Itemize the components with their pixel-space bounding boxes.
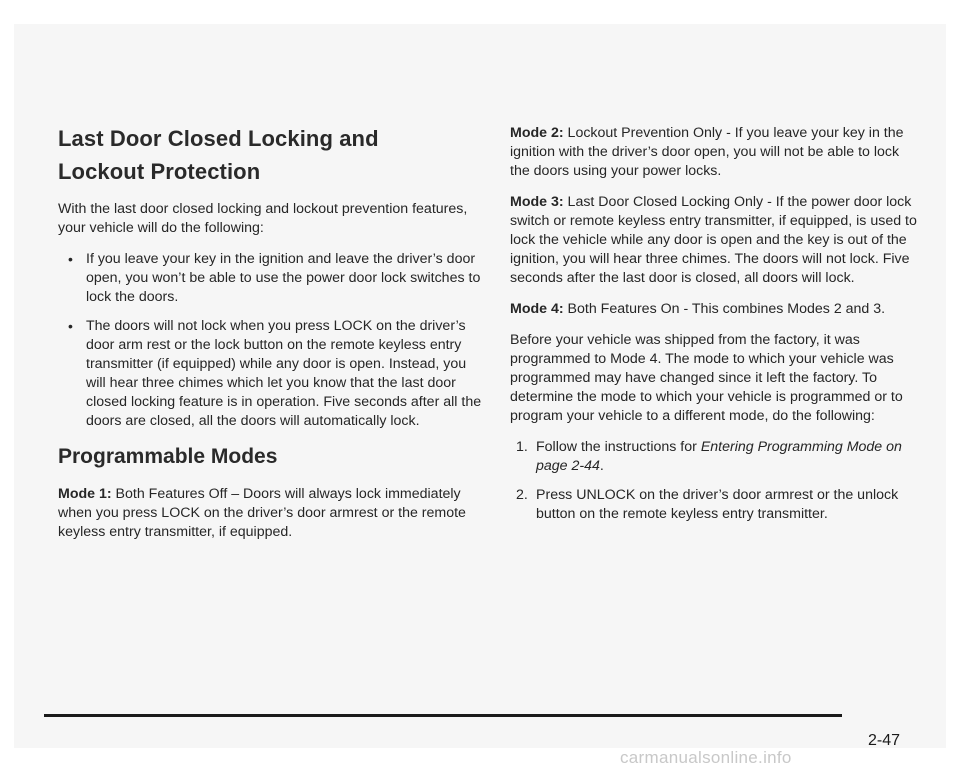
feature-bullet-list: [58, 250, 482, 431]
mode-3-label: Mode 3:: [510, 194, 564, 210]
mode-4-label: Mode 4:: [510, 301, 564, 317]
factory-setting-paragraph: Before your vehicle was shipped from the factory, it was programmed to Mode 4. The mode to which your vehicle was programmed may have changed since it left the factory. To determine the mode to which your vehicle is programmed or to program your vehicle to a different mode, do the following:: [510, 332, 903, 424]
list-item: [510, 438, 922, 476]
step-text-end: .: [599, 458, 604, 474]
mode-2-text: Lockout Prevention Only - If you leave your key in the ignition with the driver’s door open, you will not be able to lock the doors using your power locks.: [510, 125, 904, 179]
manual-page: [14, 24, 946, 748]
mode-2-paragraph: [510, 124, 922, 181]
list-item: [510, 486, 922, 524]
page-number: 2-47: [868, 732, 901, 749]
bullet-text: If you leave your key in the ignition and leave the driver’s door open, you won’t be able to use the power door lock switches to lock the doors.: [86, 251, 481, 305]
left-column: [58, 122, 482, 554]
mode-3-paragraph: [510, 193, 922, 288]
watermark: carmanualsonline.info: [620, 748, 792, 767]
intro-paragraph: With the last door closed locking and lockout prevention features, your vehicle will do the following:: [58, 201, 468, 236]
section-heading-line1: Last Door Closed Locking and: [58, 126, 379, 151]
mode-1-paragraph: [58, 485, 482, 542]
list-item: [58, 317, 482, 431]
bullet-icon: •: [68, 318, 73, 334]
steps-list: [510, 438, 922, 524]
step-text: Follow the instructions for: [536, 439, 701, 455]
list-item: [58, 250, 482, 307]
mode-1-text: Both Features Off – Doors will always lock immediately when you press LOCK on the driver’s door armrest or the remote keyless entry transmitter, if equipped.: [58, 486, 466, 540]
mode-2-label: Mode 2:: [510, 125, 564, 141]
mode-1-label: Mode 1:: [58, 486, 112, 502]
right-column: [510, 124, 922, 534]
step-number: 1.: [516, 439, 528, 455]
section-heading: [58, 122, 482, 188]
mode-3-text: Last Door Closed Locking Only - If the power door lock switch or remote keyless entry transmitter, if equipped, is used to lock the vehicle while any door is open and the key is out of the ignition, you will hear three chimes. The doors will not lock. Five seconds after the last door is closed, all doors will lock.: [510, 194, 917, 286]
mode-4-text: Both Features On - This combines Modes 2 and 3.: [563, 301, 886, 317]
subsection-heading: Programmable Modes: [58, 445, 278, 468]
bullet-text: The doors will not lock when you press LOCK on the driver’s door arm rest or the lock button on the remote keyless entry transmitter (if equipped) while any door is open. Instead, you will hear three chimes which let you know that the last door closed locking feature is in operation. Five seconds after all the doors are closed, all the doors will automatically lock.: [86, 318, 482, 429]
bullet-icon: •: [68, 251, 73, 267]
step-text: Press UNLOCK on the driver’s door armrest or the unlock button on the remote keyless entry transmitter.: [536, 487, 899, 522]
section-heading-line2: Lockout Protection: [58, 159, 261, 184]
footer-rule: [44, 714, 842, 717]
step-number: 2.: [516, 487, 528, 503]
cross-reference-link[interactable]: Entering Programming Mode on page 2-44: [536, 439, 902, 474]
mode-4-paragraph: [510, 300, 922, 319]
